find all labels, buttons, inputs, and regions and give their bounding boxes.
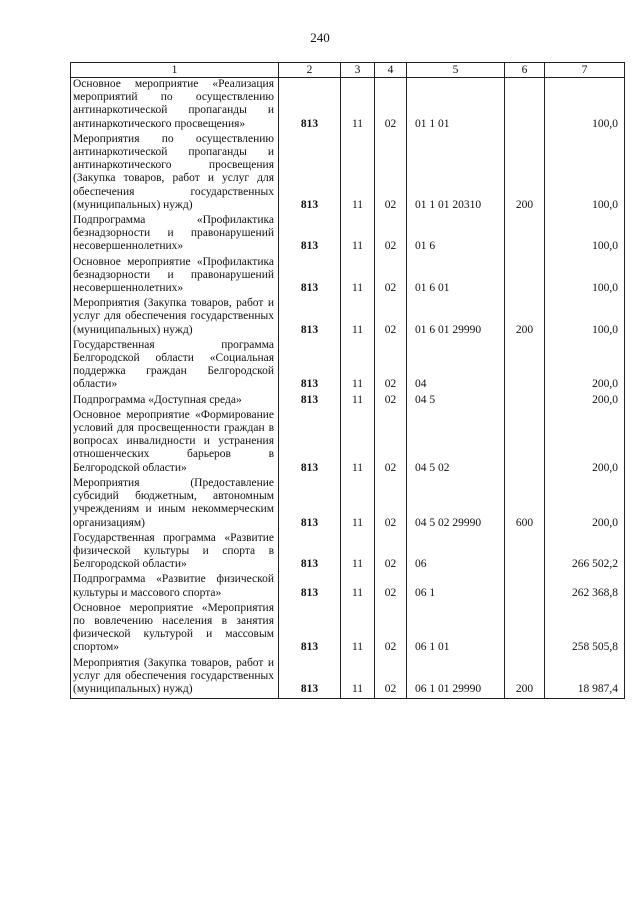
row-expense-type: [505, 532, 545, 574]
table-row: [71, 256, 625, 298]
row-admin-code: 813: [279, 394, 341, 409]
row-name: Основное мероприятие «Мероприятия по вовлечению населения в занятия физической культурой и массовым спортом»: [71, 602, 279, 657]
row-section: 11: [341, 573, 375, 601]
row-section: 11: [341, 214, 375, 256]
row-subsection: 02: [375, 477, 407, 532]
row-expense-type: 200: [505, 133, 545, 214]
row-admin-code: 813: [279, 532, 341, 574]
row-subsection: 02: [375, 657, 407, 699]
row-name: Основное мероприятие «Формирование условий для просвещенности граждан в вопросах инвалидности и устранения отношенческих барьеров в Белгородской области»: [71, 409, 279, 477]
row-target-article: 01 6 01: [407, 256, 505, 298]
row-admin-code: 813: [279, 297, 341, 339]
row-section: 11: [341, 394, 375, 409]
row-subsection: 02: [375, 133, 407, 214]
row-admin-code: 813: [279, 573, 341, 601]
row-target-article: 04 5: [407, 394, 505, 409]
row-section: 11: [341, 133, 375, 214]
table-row: [71, 409, 625, 477]
table-row: [71, 133, 625, 214]
row-section: 11: [341, 532, 375, 574]
row-subsection: 02: [375, 602, 407, 657]
row-target-article: 06: [407, 532, 505, 574]
row-name: Мероприятия (Закупка товаров, работ и услуг для обеспечения государственных (муниципальных) нужд): [71, 657, 279, 699]
row-subsection: 02: [375, 394, 407, 409]
row-admin-code: 813: [279, 214, 341, 256]
row-target-article: 04 5 02: [407, 409, 505, 477]
row-section: 11: [341, 297, 375, 339]
header-row: [71, 63, 625, 78]
row-admin-code: 813: [279, 477, 341, 532]
row-section: 11: [341, 409, 375, 477]
table-row: [71, 339, 625, 394]
row-expense-type: [505, 214, 545, 256]
header-col-3: 3: [341, 63, 375, 78]
row-expense-type: [505, 573, 545, 601]
row-section: 11: [341, 657, 375, 699]
row-expense-type: [505, 339, 545, 394]
row-target-article: 06 1: [407, 573, 505, 601]
row-admin-code: 813: [279, 602, 341, 657]
row-expense-type: [505, 602, 545, 657]
row-expense-type: 600: [505, 477, 545, 532]
row-target-article: 04: [407, 339, 505, 394]
row-section: 11: [341, 602, 375, 657]
row-subsection: 02: [375, 78, 407, 133]
row-amount: 266 502,2: [545, 532, 625, 574]
row-subsection: 02: [375, 339, 407, 394]
row-amount: 100,0: [545, 214, 625, 256]
row-amount: 200,0: [545, 409, 625, 477]
row-admin-code: 813: [279, 256, 341, 298]
header-col-1: 1: [71, 63, 279, 78]
page-number: 240: [310, 30, 330, 45]
row-subsection: 02: [375, 256, 407, 298]
header-col-4: 4: [375, 63, 407, 78]
row-name: Основное мероприятие «Реализация мероприятий по осуществлению антинаркотической пропаганды и антинаркотического просвещения»: [71, 78, 279, 133]
row-amount: 100,0: [545, 256, 625, 298]
row-admin-code: 813: [279, 409, 341, 477]
row-target-article: 04 5 02 29990: [407, 477, 505, 532]
table-row: [71, 602, 625, 657]
row-target-article: 06 1 01 29990: [407, 657, 505, 699]
row-target-article: 01 6: [407, 214, 505, 256]
row-amount: 100,0: [545, 297, 625, 339]
row-expense-type: [505, 409, 545, 477]
table-row: [71, 532, 625, 574]
row-amount: 200,0: [545, 394, 625, 409]
row-amount: 100,0: [545, 133, 625, 214]
row-expense-type: [505, 78, 545, 133]
row-expense-type: [505, 394, 545, 409]
table-row: [71, 78, 625, 133]
row-name: Мероприятия по осуществлению антинаркотической пропаганды и антинаркотического просвещения (Закупка товаров, работ и услуг для обеспечения государственных (муниципальных) нужд): [71, 133, 279, 214]
row-target-article: 01 1 01: [407, 78, 505, 133]
row-admin-code: 813: [279, 339, 341, 394]
row-name: Государственная программа «Развитие физической культуры и спорта в Белгородской области»: [71, 532, 279, 574]
row-admin-code: 813: [279, 133, 341, 214]
row-subsection: 02: [375, 214, 407, 256]
row-admin-code: 813: [279, 657, 341, 699]
row-expense-type: [505, 256, 545, 298]
row-section: 11: [341, 477, 375, 532]
table-row: [71, 657, 625, 699]
row-amount: 200,0: [545, 339, 625, 394]
table-row: [71, 573, 625, 601]
row-section: 11: [341, 78, 375, 133]
row-target-article: 01 1 01 20310: [407, 133, 505, 214]
table-row: [71, 214, 625, 256]
row-name: Подпрограмма «Доступная среда»: [71, 394, 279, 409]
table-row: [71, 477, 625, 532]
row-subsection: 02: [375, 573, 407, 601]
row-name: Мероприятия (Предоставление субсидий бюджетным, автономным учреждениям и иным некоммерческим организациям): [71, 477, 279, 532]
row-expense-type: 200: [505, 657, 545, 699]
budget-table: [70, 62, 625, 699]
row-section: 11: [341, 256, 375, 298]
table-row: [71, 297, 625, 339]
row-name: Подпрограмма «Профилактика безнадзорности и правонарушений несовершеннолетних»: [71, 214, 279, 256]
row-expense-type: 200: [505, 297, 545, 339]
row-amount: 100,0: [545, 78, 625, 133]
row-name: Основное мероприятие «Профилактика безнадзорности и правонарушений несовершеннолетних»: [71, 256, 279, 298]
header-col-2: 2: [279, 63, 341, 78]
header-col-7: 7: [545, 63, 625, 78]
row-name: Мероприятия (Закупка товаров, работ и услуг для обеспечения государственных (муниципальных) нужд): [71, 297, 279, 339]
row-subsection: 02: [375, 297, 407, 339]
row-target-article: 01 6 01 29990: [407, 297, 505, 339]
row-name: Подпрограмма «Развитие физической культуры и массового спорта»: [71, 573, 279, 601]
table-row: [71, 394, 625, 409]
row-subsection: 02: [375, 532, 407, 574]
row-subsection: 02: [375, 409, 407, 477]
row-amount: 262 368,8: [545, 573, 625, 601]
row-target-article: 06 1 01: [407, 602, 505, 657]
row-amount: 200,0: [545, 477, 625, 532]
header-col-5: 5: [407, 63, 505, 78]
row-admin-code: 813: [279, 78, 341, 133]
row-section: 11: [341, 339, 375, 394]
row-amount: 18 987,4: [545, 657, 625, 699]
row-amount: 258 505,8: [545, 602, 625, 657]
row-name: Государственная программа Белгородской области «Социальная поддержка граждан Белгородской области»: [71, 339, 279, 394]
header-col-6: 6: [505, 63, 545, 78]
